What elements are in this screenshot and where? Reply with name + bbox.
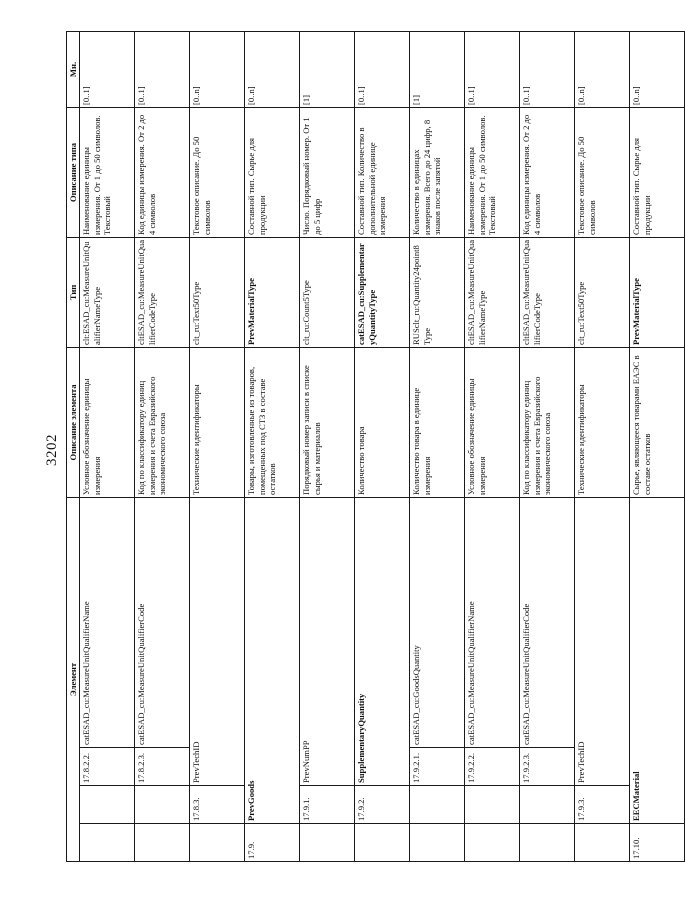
- table-row: [135, 31, 190, 861]
- indent-cell: [465, 824, 520, 862]
- row-number: 17.8.2.3.: [135, 748, 190, 786]
- element-description: Количество товара: [355, 347, 410, 497]
- element-name: PrevTechID: [575, 497, 630, 785]
- multiplicity: [0..n]: [630, 31, 685, 107]
- element-type: cltESAD_cu:MeasureUnitQualifierCodeType: [135, 237, 190, 347]
- element-type: RUSclt_ru:Quantity24point8Type: [410, 237, 465, 347]
- element-name: EECMaterial: [630, 497, 685, 823]
- row-number: 17.9.1.: [300, 786, 355, 824]
- row-number: 17.9.: [245, 824, 300, 862]
- element-description: Количество товара в единице измерения: [410, 347, 465, 497]
- multiplicity: [0..1]: [465, 31, 520, 107]
- indent-cell: [80, 824, 135, 862]
- element-type: PrevMaterialType: [245, 237, 300, 347]
- row-number: 17.10.: [630, 824, 685, 862]
- indent-cell: [355, 824, 410, 862]
- table-row: [80, 31, 135, 861]
- type-description: Наименование единицы измерения. От 1 до 50 символов. Текстовый: [465, 107, 520, 237]
- header-element-description: Описание элемента: [67, 347, 80, 497]
- element-name: PrevGoods: [245, 497, 300, 823]
- type-description: Текстовое описание. До 50 символов: [190, 107, 245, 237]
- table-row: [410, 31, 465, 861]
- type-description: Составной тип. Сырье для продукции: [630, 107, 685, 237]
- element-description: Код по классификатору единиц измерения и счета Евразийского экономического союза: [135, 347, 190, 497]
- table-row: [190, 31, 245, 861]
- multiplicity: [1]: [410, 31, 465, 107]
- page-number: 3202: [44, 434, 60, 466]
- type-description: Составной тип. Сырье для продукции: [245, 107, 300, 237]
- table-row: [630, 31, 685, 861]
- multiplicity: [0..n]: [575, 31, 630, 107]
- multiplicity: [0..n]: [245, 31, 300, 107]
- multiplicity: [0..1]: [135, 31, 190, 107]
- element-type: PrevMaterialType: [630, 237, 685, 347]
- table-row: [465, 31, 520, 861]
- element-type: cltESAD_cu:MeasureUnitQualifierCodeType: [520, 237, 575, 347]
- table-row: [575, 31, 630, 861]
- rotated-page-content: [66, 32, 652, 862]
- element-name: catESAD_cu:MeasureUnitQualifierCode: [520, 497, 575, 747]
- element-type: catESAD_cu:SupplementaryQuantityType: [355, 237, 410, 347]
- multiplicity: [1]: [300, 31, 355, 107]
- element-type: clt_ru:Text50Type: [575, 237, 630, 347]
- element-type: cltESAD_cu:MeasureUnitQualifierNameType: [465, 237, 520, 347]
- row-number: 17.9.3.: [575, 786, 630, 824]
- indent-cell: [190, 824, 245, 862]
- table-row: [520, 31, 575, 861]
- element-name: catESAD_cu:MeasureUnitQualifierName: [465, 497, 520, 747]
- type-description: Количество в единицах измерения. Всего до 24 цифр, 8 знаков после запятой: [410, 107, 465, 237]
- row-number: 17.9.2.1.: [410, 748, 465, 786]
- element-description: Технические идентификаторы: [190, 347, 245, 497]
- type-description: Текстовое описание. До 50 символов: [575, 107, 630, 237]
- header-element: Элемент: [67, 497, 80, 861]
- indent-cell: [520, 786, 575, 824]
- element-name: catESAD_cu:MeasureUnitQualifierCode: [135, 497, 190, 747]
- indent-cell: [80, 786, 135, 824]
- table-row: [245, 31, 300, 861]
- indent-cell: [135, 824, 190, 862]
- element-description: Технические идентификаторы: [575, 347, 630, 497]
- type-description: Наименование единицы измерения. От 1 до 50 символов. Текстовый: [80, 107, 135, 237]
- row-number: 17.9.2.2.: [465, 748, 520, 786]
- indent-cell: [520, 824, 575, 862]
- element-spec-table: [66, 31, 685, 862]
- header-type-description: Описание типа: [67, 107, 80, 237]
- type-description: Число. Порядковый номер. От 1 до 5 цифр: [300, 107, 355, 237]
- element-description: Порядковый номер записи в списке сырья и материалов: [300, 347, 355, 497]
- element-type: clt_ru:Count5Type: [300, 237, 355, 347]
- element-name: catESAD_cu:MeasureUnitQualifierName: [80, 497, 135, 747]
- table-row: [300, 31, 355, 861]
- multiplicity: [0..1]: [520, 31, 575, 107]
- indent-cell: [465, 786, 520, 824]
- table-row: [355, 31, 410, 861]
- table-header-row: [67, 31, 80, 861]
- indent-cell: [410, 786, 465, 824]
- multiplicity: [0..n]: [190, 31, 245, 107]
- element-description: Условное обозначение единицы измерения: [80, 347, 135, 497]
- indent-cell: [135, 786, 190, 824]
- element-type: clt_ru:Text50Type: [190, 237, 245, 347]
- row-number: 17.8.3.: [190, 786, 245, 824]
- element-name: PrevTechID: [190, 497, 245, 785]
- row-number: 17.9.2.3.: [520, 748, 575, 786]
- multiplicity: [0..1]: [355, 31, 410, 107]
- element-description: Условное обозначение единицы измерения: [465, 347, 520, 497]
- type-description: Составной тип. Количество в дополнительной единице измерения: [355, 107, 410, 237]
- header-type: Тип: [67, 237, 80, 347]
- multiplicity: [0..1]: [80, 31, 135, 107]
- row-number: 17.8.2.2.: [80, 748, 135, 786]
- type-description: Код единицы измерения. От 2 до 4 символов: [135, 107, 190, 237]
- indent-cell: [300, 824, 355, 862]
- element-description: Сырье, являющееся товарами ЕАЭС в составе остатков: [630, 347, 685, 497]
- element-type: clt:ESAD_cu:MeasureUnitQualifierNameType: [80, 237, 135, 347]
- indent-cell: [575, 824, 630, 862]
- element-name: catESAD_cu:GoodsQuantity: [410, 497, 465, 747]
- type-description: Код единицы измерения. От 2 до 4 символов: [520, 107, 575, 237]
- element-description: Код по классификатору единиц измерения и счета Евразийского экономического союза: [520, 347, 575, 497]
- indent-cell: [410, 824, 465, 862]
- element-name: PrevNumPP: [300, 497, 355, 785]
- header-multiplicity: Мн.: [67, 31, 80, 107]
- element-name: SupplementaryQuantity: [355, 497, 410, 785]
- element-description: Товары, изготовленные из товаров, помещенных под СТЗ в составе остатков: [245, 347, 300, 497]
- row-number: 17.9.2.: [355, 786, 410, 824]
